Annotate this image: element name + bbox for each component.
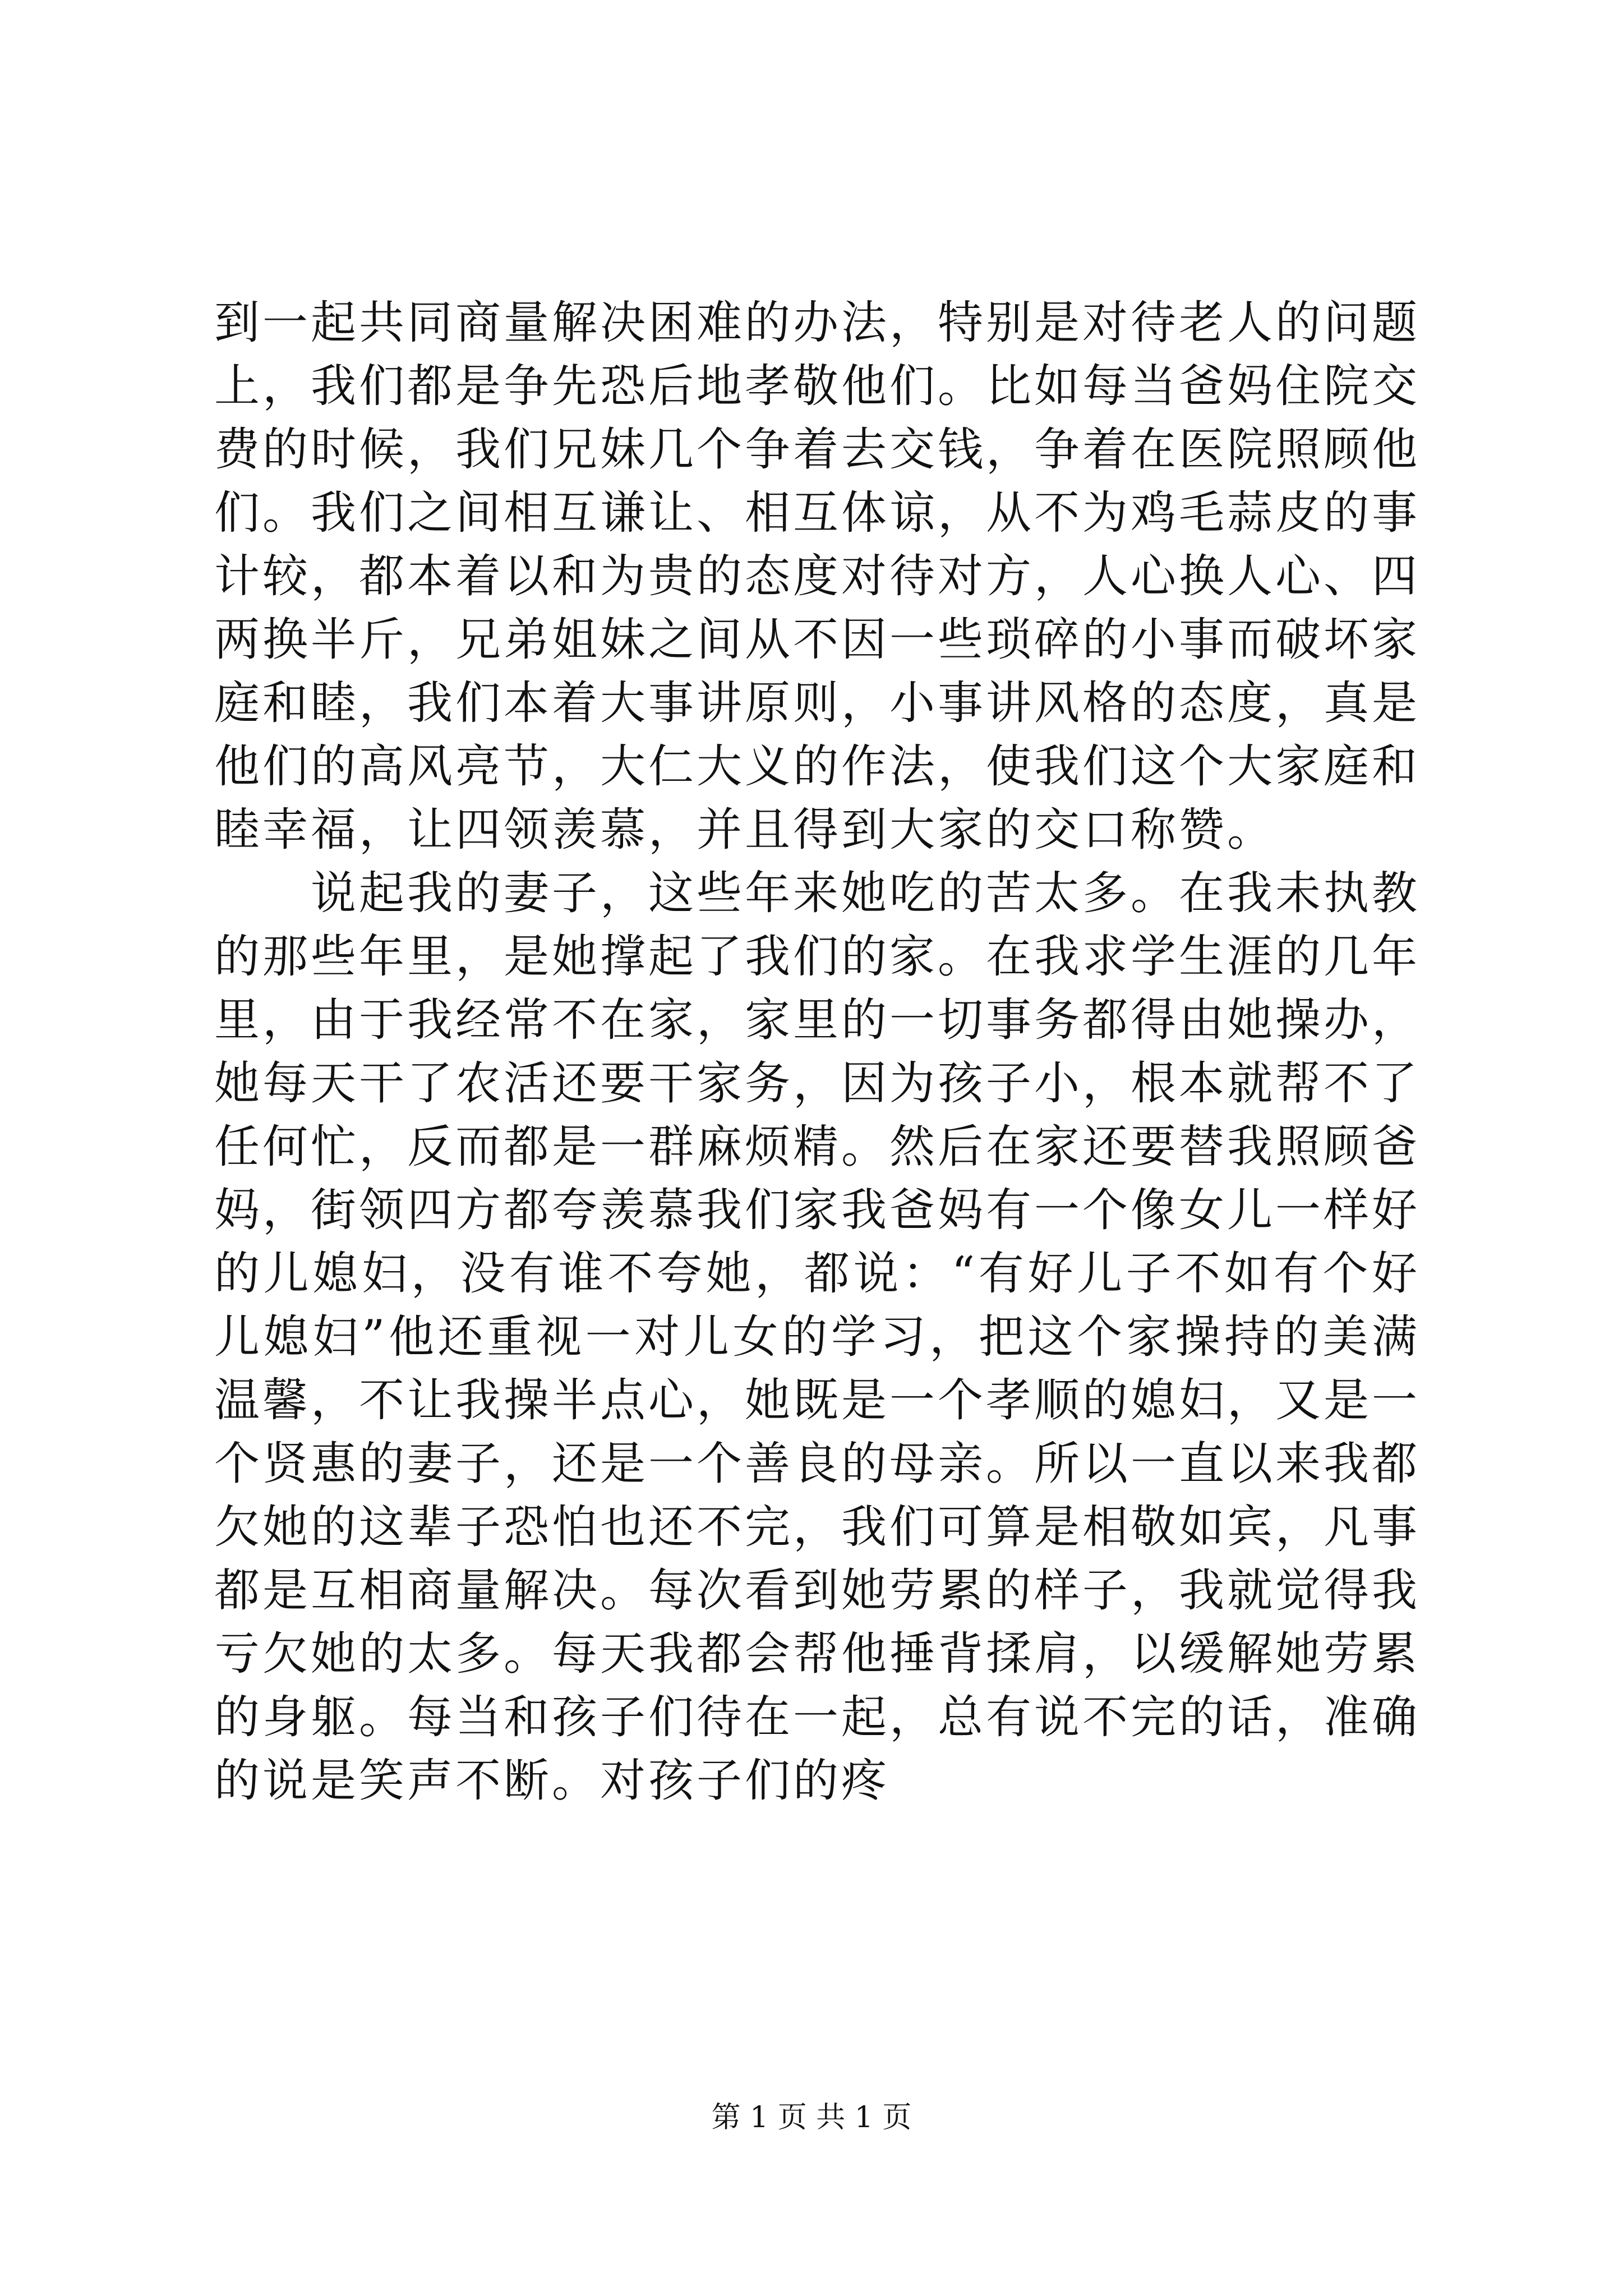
document-body <box>214 292 1420 1813</box>
page-footer: 第 1 页 共 1 页 <box>711 2101 912 2134</box>
paragraph-wife: 说起我的妻子，这些年来她吃的苦太多。在我未执教的那些年里，是她撑起了我们的家。在我求学生涯的几年里，由于我经常不在家，家里的一切事务都得由她操办，她每天干了农活还要干家务，因为孩子小，根本就帮不了任何忙，反而都是一群麻烦精。然后在家还要替我照顾爸妈，街领四方都夸羡慕我们家我爸妈有一个像女儿一样好的儿媳妇，没有谁不夸她，都说：“有好儿子不如有个好儿媳妇”他还重视一对儿女的学习，把这个家操持的美满温馨，不让我操半点心，她既是一个孝顺的媳妇，又是一个贤惠的妻子，还是一个善良的母亲。所以一直以来我都欠她的这辈子恐怕也还不完，我们可算是相敬如宾，凡事都是互相商量解决。每次看到她劳累的样子，我就觉得我亏欠她的太多。每天我都会帮他捶背揉肩，以缓解她劳累的身躯。每当和孩子们待在一起，总有说不完的话，准确的说是笑声不断。对孩子们的疼 <box>214 867 1421 1807</box>
paragraph-family-harmony: 到一起共同商量解决困难的办法，特别是对待老人的问题上，我们都是争先恐后地孝敬他们。比如每当爸妈住院交费的时候，我们兄妹几个争着去交钱，争着在医院照顾他们。我们之间相互谦让、相互体谅，从不为鸡毛蒜皮的事计较，都本着以和为贵的态度对待对方，人心换人心、四两换半斤，兄弟姐妹之间从不因一些琐碎的小事而破坏家庭和睦，我们本着大事讲原则，小事讲风格的态度，真是他们的高风亮节，大仁大义的作法，使我们这个大家庭和睦幸福，让四领羡慕，并且得到大家的交口称赞。 <box>214 297 1421 857</box>
